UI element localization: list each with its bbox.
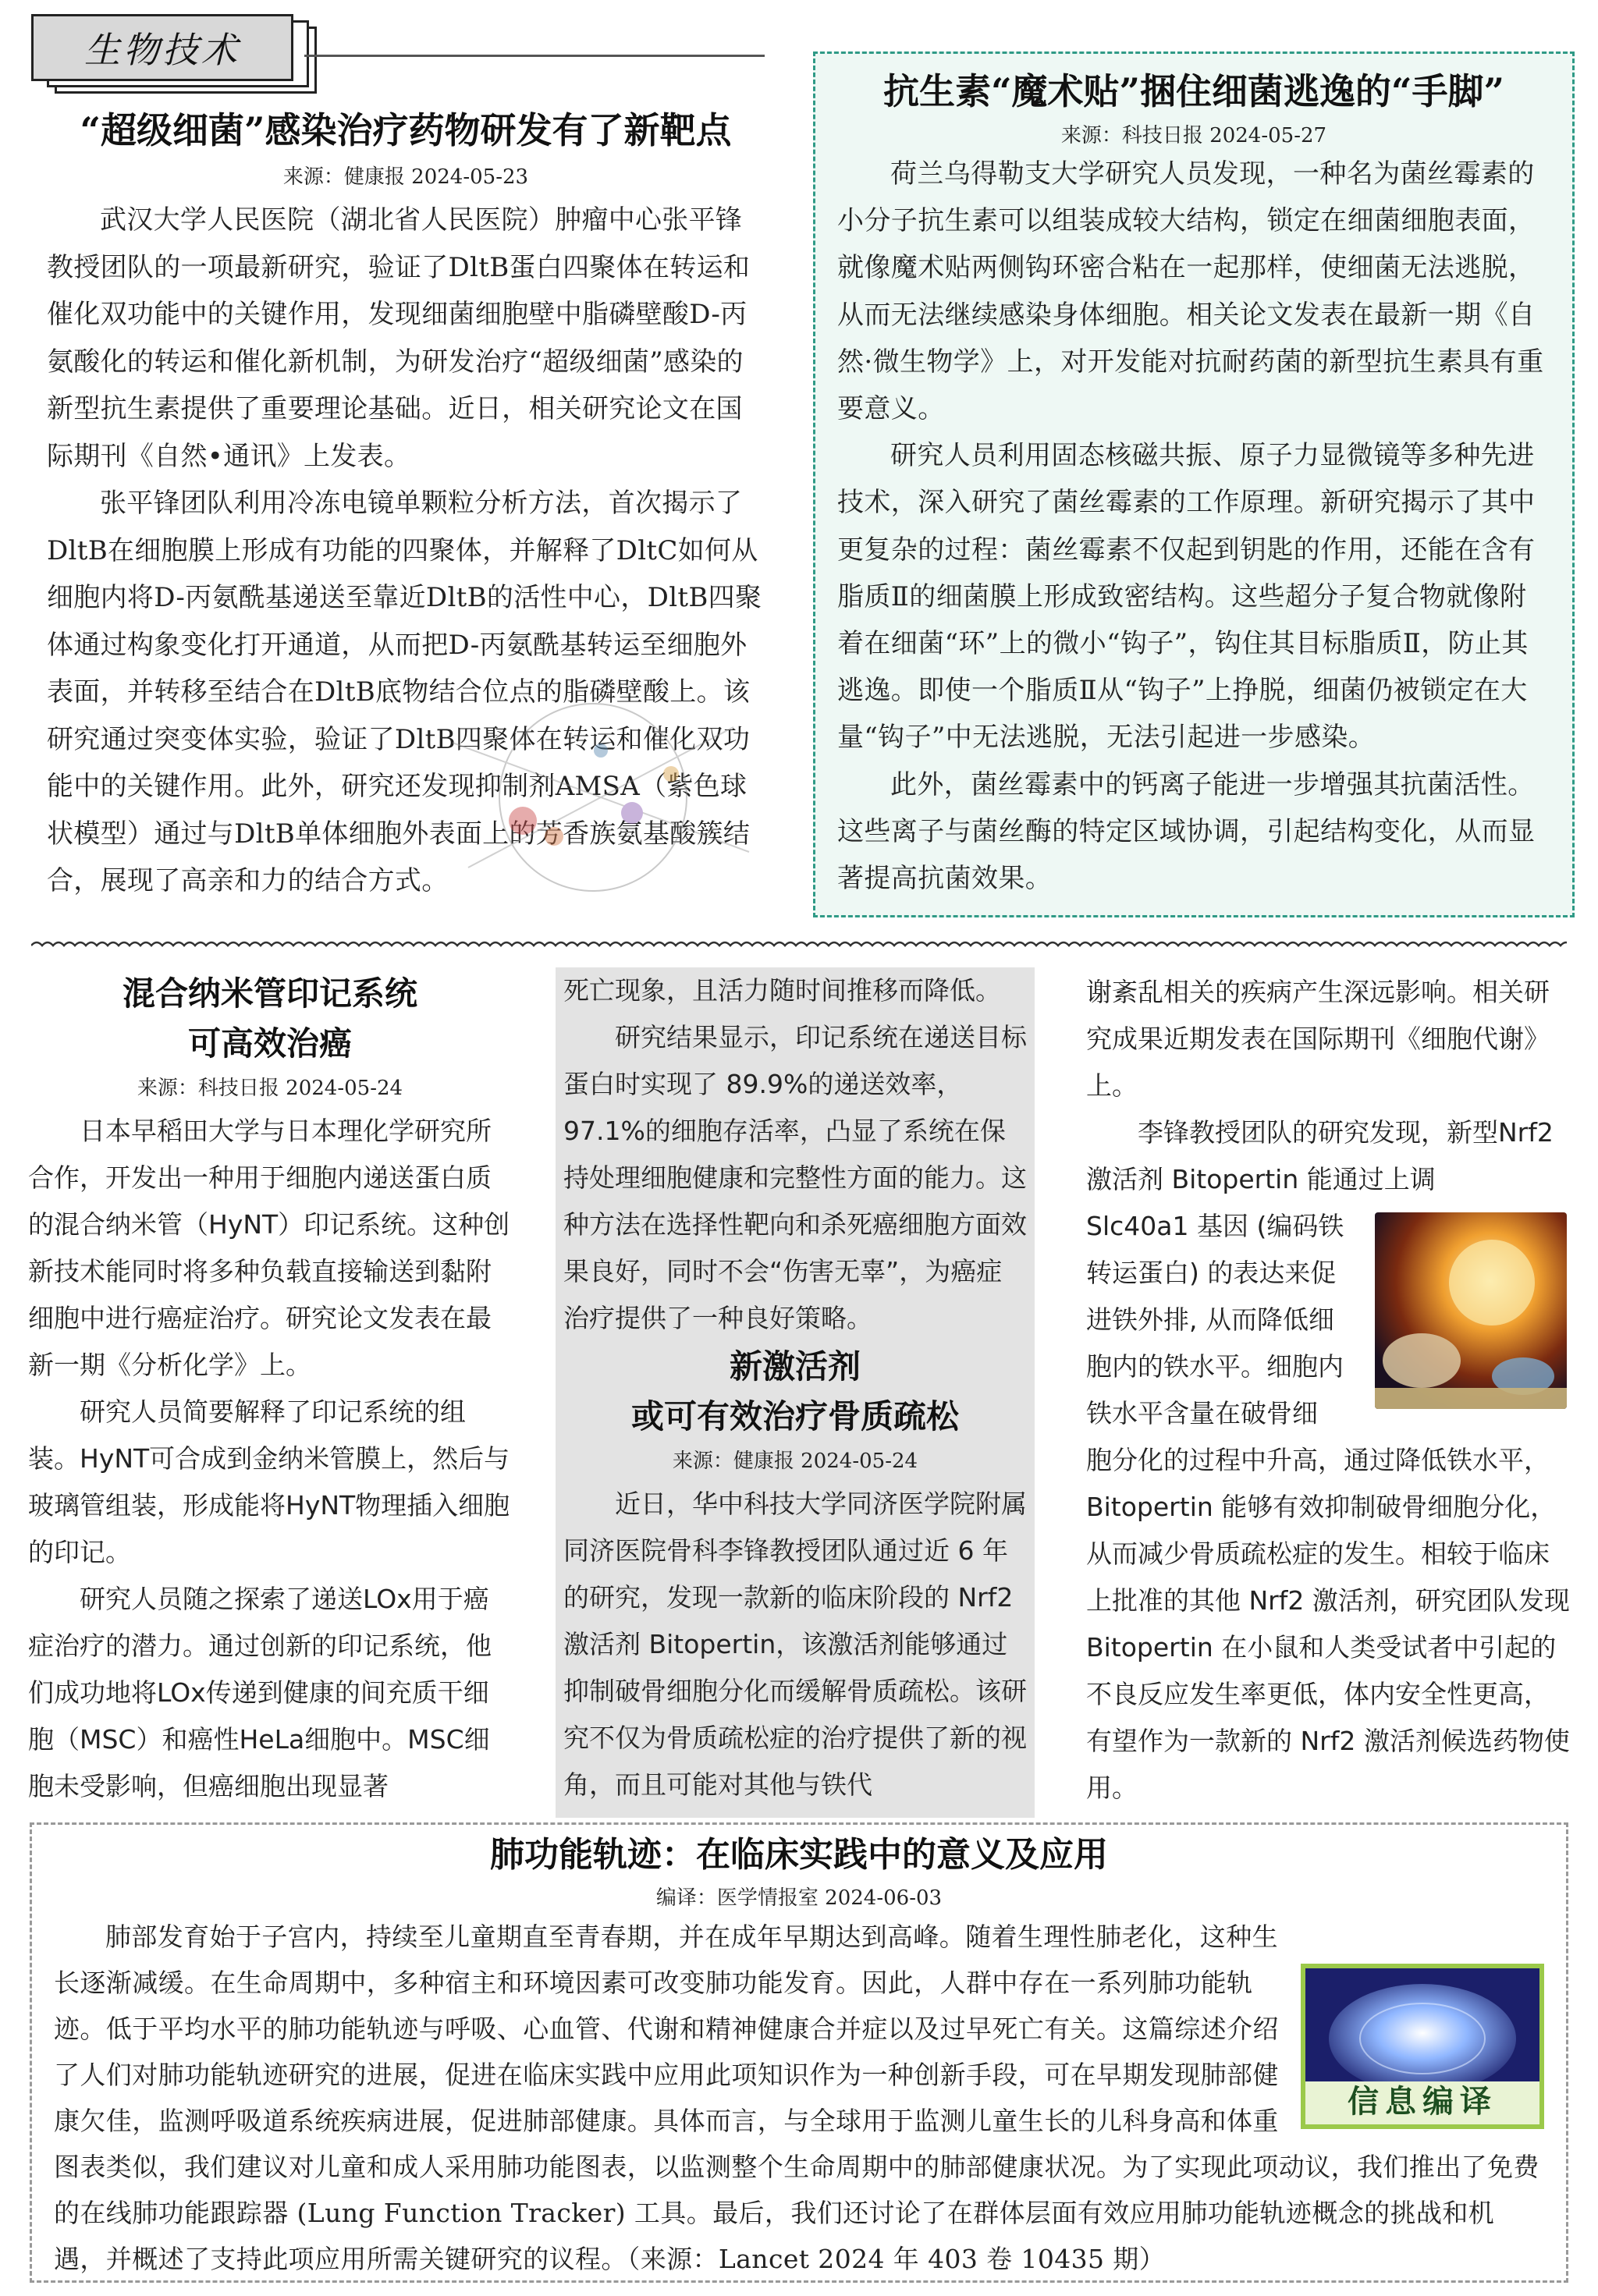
bone-cell-illustration-image [1375,1212,1567,1409]
paragraph: 研究人员随之探索了递送LOx用于癌症治疗的潜力。通过创新的印记系统，他们成功地将LOx传递到健康的间充质干细胞（MSC）和癌性HeLa细胞中。MSC细胞未受影响，但癌细胞出现显著 [28,1584,492,1801]
section-header-tab [31,9,765,103]
paragraph: 日本早稻田大学与日本理化学研究所合作，开发出一种用于细胞内递送蛋白质的混合纳米管（HyNT）印记系统。这种创新技术能同时将多种负载直接输送到黏附细胞中进行癌症治疗。研究论文发表在最新一期《分析化学》上。 [28,1116,510,1380]
wrap-lines [1086,1203,1367,1437]
middle-column [556,967,1035,1818]
article-body [563,1481,1027,1808]
wrap-line: 转运蛋白) 的表达来促 [1086,1258,1337,1288]
paragraph: 研究结果显示，印记系统在递送目标蛋白时实现了 89.9%的递送效率，97.1%的细胞存活率，凸显了系统在保持处理细胞健康和完整性方面的能力。这种方法在选择性靶向和杀死癌细胞方面效果良好，同时不会“伤害无辜”，为癌症治疗提供了一种良好策略。 [563,1022,1027,1333]
info-box-label: 信息编译 [1348,2084,1497,2120]
paragraph-continuation: 死亡现象，且活力随时间推移而降低。 [563,975,1001,1006]
article-source: 来源：科技日报 2024-05-24 [137,1077,403,1100]
paragraph: 李锋教授团队的研究发现，新型Nrf2 激活剂 Bitopertin 能通过上调 [1086,1117,1554,1194]
article-source: 来源：健康报 2024-05-23 [282,165,529,189]
paragraph: 武汉大学人民医院（湖北省人民医院）肿瘤中心张平锋教授团队的一项最新研究，验证了DltB蛋白四聚体在转运和催化双功能中的关键作用，发现细菌细胞壁中脂磷壁酸D-丙氨酸化的转运和催化新机制，为研发治疗“超级细菌”感染的新型抗生素提供了重要理论基础。近日，相关研究论文在国际期刊《自然•通讯》上发表。 [47,204,751,472]
article-title-line1: 混合纳米管印记系统 [122,974,417,1013]
wrap-line: 进铁外排, 从而降低细 [1086,1304,1334,1335]
info-compilation-image [1301,1964,1544,2129]
article-title-line2: 或可有效治疗骨质疏松 [630,1397,959,1435]
paragraph: 研究人员利用固态核磁共振、原子力显微镜等多种先进技术，深入研究了菌丝霉素的工作原理。新研究揭示了其中更复杂的过程：菌丝霉素不仅起到钥匙的作用，还能在含有脂质Ⅱ的细菌膜上形成致密结构。这些超分子复合物就像附着在细菌“环”上的微小“钩子”，钩住其目标脂质Ⅱ，防止其逃逸。即使一个脂质Ⅱ从“钩子”上挣脱，细菌仍被锁定在大量“钩子”中无法逃脱，无法引起进一步感染。 [837,440,1536,754]
wrap-line: 胞内的铁水平。细胞内 [1086,1351,1344,1382]
article-lung-function [30,1822,1568,2283]
section-label: 生物技术 [31,14,293,81]
paragraph: 肺部发育始于子宫内，持续至儿童期直至青春期，并在成年早期达到高峰。随着生理性肺老化，这种生长逐渐减缓。在生命周期中，多种宿主和环境因素可改变肺功能发育。因此，人群中存在一系列肺功能轨迹。低于平均水平的肺功能轨迹与呼吸、心血管、代谢和精神健康合并症以及过早死亡有关。这篇综述介绍了人们对肺功能轨迹研究的进展，促进在临床实践中应用此项知识作为一种创新手段，可在早期发现肺部健康欠佳，监测呼吸道系统疾病进展，促进肺部健康。具体而言，与全球用于监测儿童生长的儿科身高和体重图表类似，我们建议对儿童和成人采用肺功能图表，以监测整个生命周期中的肺部健康状况。为了实现此项动议，我们推出了免费的在线肺功能跟踪器 (Lung Function Tracker) 工具。最后，我们还讨论了在群体层面有效应用肺功能轨迹概念的挑战和机遇，并概述了支持此项应用所需关键研究的议程。（来源：Lancet 2024 年 403 卷 10435 期） [54,1922,1539,2274]
article-title: “超级细菌”感染治疗药物研发有了新靶点 [80,109,732,151]
article-source: 编译：医学情报室 2024-06-03 [655,1886,943,1910]
article-body [28,1108,512,1810]
wrap-line: 铁水平含量在破骨细 [1086,1398,1318,1428]
article-velcro-antibiotic [813,51,1575,917]
header-rule [304,55,765,57]
article-title-line1: 新激活剂 [729,1347,861,1386]
article-title-line2: 可高效治癌 [187,1024,352,1063]
paragraph: 近日，华中科技大学同济医学院附属同济医院骨科李锋教授团队通过近 6 年的研究，发现一款新的临床阶段的 Nrf2 激活剂 Bitopertin，该激活剂能够通过抑制破骨细胞分化而缓解骨质疏松。该研究不仅为骨质疏松症的治疗提供了新的视角，而且可能对其他与铁代 [563,1489,1027,1800]
article-title: 肺功能轨迹：在临床实践中的意义及应用 [490,1835,1108,1875]
paragraph-continuation: 谢紊乱相关的疾病产生深远影响。相关研究成果近期发表在国际期刊《细胞代谢》上。 [1086,977,1550,1101]
article-source: 来源：科技日报 2024-05-27 [1060,124,1327,147]
article-body [837,151,1550,902]
right-column [1086,969,1570,1815]
paragraph: 荷兰乌得勒支大学研究人员发现，一种名为菌丝霉素的小分子抗生素可以组装成较大结构，锁定在细菌细胞表面，就像魔术贴两侧钩环密合粘在一起那样，使细菌无法逃脱，从而无法继续感染身体细胞。相关论文发表在最新一期《自然·微生物学》上，对开发能对抗耐药菌的新型抗生素具有重要意义。 [837,158,1544,425]
wrap-line: Slc40a1 基因 (编码铁 [1086,1211,1344,1241]
paragraph: 胞分化的过程中升高，通过降低铁水平，Bitopertin 能够有效抑制破骨细胞分化，从而减少骨质疏松症的发生。相较于临床上批准的其他 Nrf2 激活剂，研究团队发现 Bitopertin 在小鼠和人类受试者中引起的不良反应发生率更低，体内安全性更高，有望作为一款新的 Nrf2 激活剂候选药物使用。 [1086,1445,1570,1803]
paragraph: 张平锋团队利用冷冻电镜单颗粒分析方法，首次揭示了DltB在细胞膜上形成有功能的四聚体，并解释了DltC如何从细胞内将D-丙氨酰基递送至靠近DltB的活性中心，DltB四聚体通过构象变化打开通道，从而把D-丙氨酰基转运至细胞外表面，并转移至结合在DltB底物结合位点的脂磷壁酸上。该研究通过突变体实验，验证了DltB四聚体在转运和催化双功能中的关键作用。此外，研究还发现抑制剂AMSA（紫色球状模型）通过与DltB单体细胞外表面上的芳香族氨基酸簇结合，展现了高亲和力的结合方式。 [47,488,762,896]
paragraph: 研究人员简要解释了印记系统的组装。HyNT可合成到金纳米管膜上，然后与玻璃管组装，形成能将HyNT物理插入细胞的印记。 [28,1396,510,1567]
article-title: 抗生素“魔术贴”捆住细菌逃逸的“手脚” [883,70,1504,112]
article-nanotube-col1 [28,969,512,1815]
paragraph: 此外，菌丝霉素中的钙离子能进一步增强其抗菌活性。这些离子与菌丝酶的特定区域协调，引起结构变化，从而显著提高抗菌效果。 [837,768,1536,895]
wave-divider [31,930,1567,961]
article-body-continued [563,967,1027,1342]
molecule-background-image [437,696,765,899]
article-source: 来源：健康报 2024-05-24 [672,1450,918,1473]
article-superbug [47,103,765,907]
